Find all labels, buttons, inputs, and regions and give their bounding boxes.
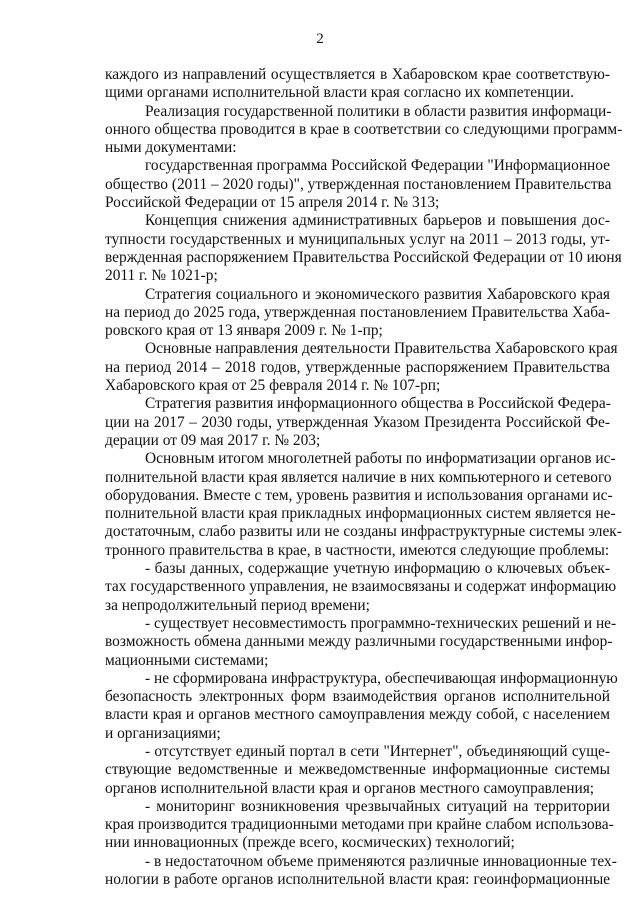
text-line: дерации от 09 мая 2017 г. № 203; xyxy=(105,431,321,449)
text-line: онного общества проводится в крае в соответствии со следующими программ- xyxy=(105,120,623,138)
text-line: ровского края от 13 января 2009 г. № 1-пр; xyxy=(105,322,383,340)
text-line: общество (2011 – 2020 годы)", утвержденная постановлением Правительства xyxy=(105,175,612,193)
text-line: тронного правительства в крае, в частности, имеются следующие проблемы: xyxy=(105,541,610,559)
text-line: - существует несовместимость программно-технических решений и не- xyxy=(145,614,617,632)
text-line: ными документами: xyxy=(105,139,237,157)
text-line: края производится традиционными методами при крайне слабом использова- xyxy=(105,816,614,834)
text-line: нии инновационных (прежде всего, космических) технологий; xyxy=(105,834,515,852)
document-body xyxy=(105,66,623,889)
text-line: Хабаровского края от 25 февраля 2014 г. № 107-рп; xyxy=(105,377,441,395)
text-line: государственная программа Российской Федерации "Информационное xyxy=(145,157,610,175)
text-line: возможность обмена данными между различными государственными инфор- xyxy=(105,633,613,651)
text-line: нологии в работе органов исполнительной власти края: геоинформационные xyxy=(105,871,610,889)
text-line: тупности государственных и муниципальных услуг на 2011 – 2013 годы, ут- xyxy=(105,230,610,248)
text-line: - базы данных, содержащие учетную информацию о ключевых объек- xyxy=(145,560,610,578)
text-line: полнительной власти края является наличие в них компьютерного и сетевого xyxy=(105,468,612,486)
text-line: 2011 г. № 1021-р; xyxy=(105,267,218,285)
text-line: полнительной власти края прикладных информационных систем является не- xyxy=(105,505,616,523)
page-number: 2 xyxy=(316,31,324,47)
text-line: ции на 2017 – 2030 годы, утвержденная Указом Президента Российской Фе- xyxy=(105,413,610,431)
text-line: ствующие ведомственные и межведомственные информационные системы xyxy=(105,761,610,779)
text-line: щими органами исполнительной власти края согласно их компетенции. xyxy=(105,84,574,102)
text-line: - в недостаточном объеме применяются различные инновационные тех- xyxy=(145,852,617,870)
text-line: мационными системами; xyxy=(105,651,269,669)
text-line: оборудования. Вместе с тем, уровень развития и использования органами ис- xyxy=(105,486,613,504)
text-line: Стратегия развития информационного общества в Российской Федера- xyxy=(145,395,611,413)
text-line: - отсутствует единый портал в сети "Интернет", объединяющий суще- xyxy=(145,742,610,760)
text-line: на период до 2025 года, утвержденная постановлением Правительства Хаба- xyxy=(105,303,610,321)
text-line: Стратегия социального и экономического развития Хабаровского края xyxy=(145,285,610,303)
text-line: - не сформирована инфраструктура, обеспечивающая информационную xyxy=(145,669,618,687)
text-line: каждого из направлений осуществляется в Хабаровском крае соответствую- xyxy=(105,66,610,83)
text-line: Реализация государственной политики в области развития информаци- xyxy=(145,102,612,120)
text-line: достаточным, слабо развиты или не созданы инфраструктурные системы элек- xyxy=(105,523,622,541)
text-line: тах государственного управления, не взаимосвязаны и содержат информацию xyxy=(105,578,617,596)
text-line: на период 2014 – 2018 годов, утвержденные распоряжением Правительства xyxy=(105,358,610,376)
text-line: Основным итогом многолетней работы по информатизации органов ис- xyxy=(145,450,616,468)
text-line: и организациями; xyxy=(105,724,221,742)
text-line: власти края и органов местного самоуправления между собой, с населением xyxy=(105,706,610,724)
text-line: Основные направления деятельности Правительства Хабаровского края xyxy=(145,340,618,358)
text-line: органов исполнительной власти края и органов местного самоуправления; xyxy=(105,779,595,797)
text-line: безопасность электронных форм взаимодействия органов исполнительной xyxy=(105,688,610,706)
text-line: - мониторинг возникновения чрезвычайных ситуаций на территории xyxy=(145,797,610,815)
text-line: вержденная распоряжением Правительства Российской Федерации от 10 июня xyxy=(105,248,622,266)
text-line: Концепция снижения административных барьеров и повышения дос- xyxy=(145,212,610,230)
text-line: Российской Федерации от 15 апреля 2014 г. № 313; xyxy=(105,194,440,212)
text-line: за непродолжительный период времени; xyxy=(105,596,370,614)
